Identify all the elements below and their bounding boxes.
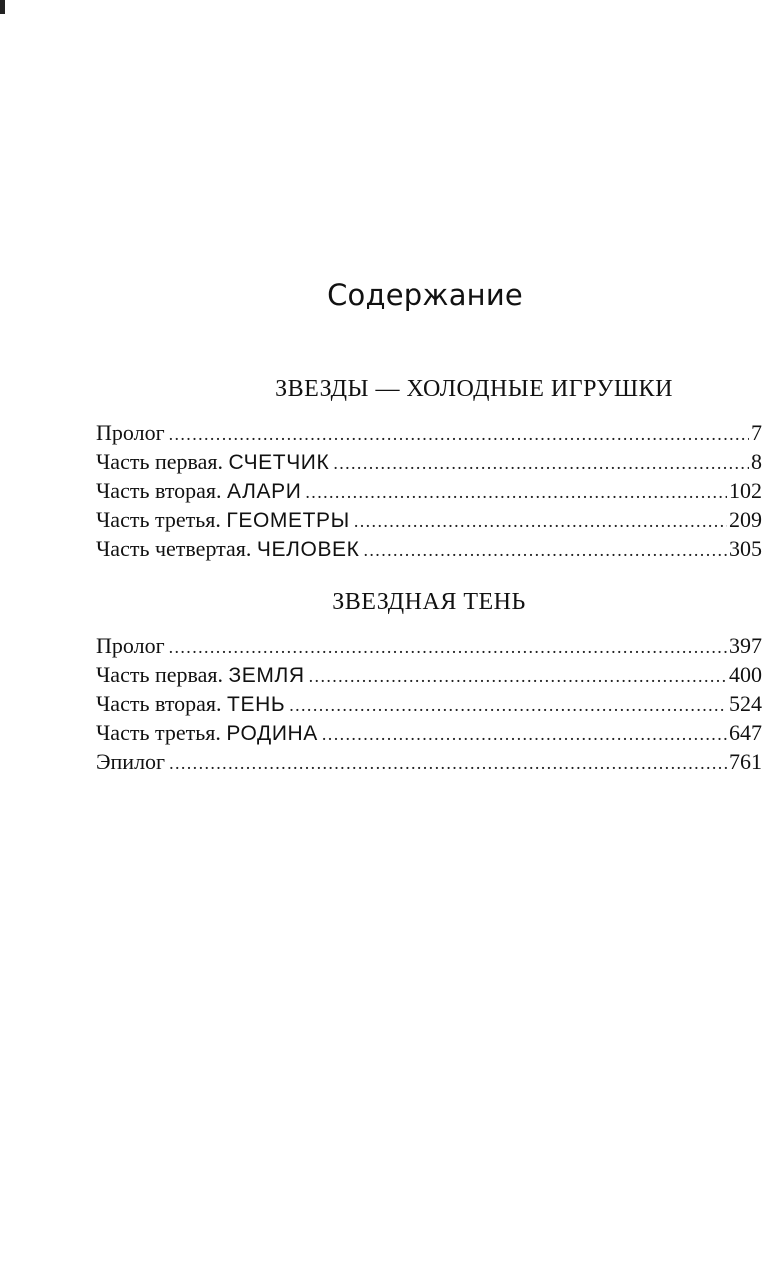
toc-entry	[96, 718, 762, 747]
entry-part: Эпилог	[96, 749, 166, 774]
entry-page-number: 397	[729, 633, 762, 658]
dot-leader	[169, 420, 749, 449]
dot-leader	[364, 536, 728, 565]
dot-leader	[169, 749, 727, 778]
toc-entry-list	[96, 418, 762, 563]
entry-page-number: 647	[729, 720, 762, 745]
dot-leader	[309, 662, 727, 691]
toc-section-star-shadow	[96, 585, 762, 776]
entry-part: Часть вторая.	[96, 478, 228, 503]
dot-leader	[322, 720, 727, 749]
entry-name: ГЕОМЕТРЫ	[226, 509, 350, 532]
entry-part: Пролог	[96, 633, 165, 658]
entry-label	[96, 631, 165, 661]
entry-name: СЧЕТЧИК	[228, 451, 330, 474]
dot-leader	[305, 478, 727, 507]
entry-label	[96, 447, 329, 477]
entry-label	[96, 534, 360, 564]
entry-label	[96, 476, 301, 506]
entry-part: Часть третья.	[96, 507, 227, 532]
entry-part: Пролог	[96, 420, 165, 445]
dot-leader	[289, 691, 727, 720]
toc-entry	[96, 689, 762, 718]
entry-label	[96, 418, 165, 448]
entry-page-number: 7	[751, 420, 762, 445]
entry-page-number: 209	[729, 507, 762, 532]
section-title: ЗВЕЗДЫ — ХОЛОДНЫЕ ИГРУШКИ	[275, 376, 673, 402]
toc-entry	[96, 631, 762, 660]
dot-leader	[169, 633, 727, 662]
entry-part: Часть первая.	[96, 662, 229, 687]
entry-name: ТЕНЬ	[227, 693, 286, 716]
entry-name: АЛАРИ	[227, 480, 302, 503]
entry-label	[96, 505, 350, 535]
toc-entry	[96, 505, 762, 534]
entry-label	[96, 689, 285, 719]
toc-title: Содержание	[327, 278, 523, 312]
entry-page-number: 305	[729, 536, 762, 561]
entry-name: РОДИНА	[226, 722, 318, 745]
entry-page-number: 8	[751, 449, 762, 474]
dot-leader	[333, 449, 749, 478]
entry-page-number: 524	[729, 691, 762, 716]
entry-label	[96, 718, 318, 748]
toc-entry	[96, 747, 762, 776]
section-title: ЗВЕЗДНАЯ ТЕНЬ	[332, 589, 526, 615]
entry-part: Часть вторая.	[96, 691, 228, 716]
toc-entry	[96, 447, 762, 476]
entry-page-number: 400	[729, 662, 762, 687]
toc-section-stars-cold-toys	[96, 372, 762, 563]
entry-name: ЧЕЛОВЕК	[256, 538, 360, 561]
toc-entry	[96, 418, 762, 447]
toc-entry	[96, 660, 762, 689]
toc-entry	[96, 476, 762, 505]
entry-page-number: 102	[729, 478, 762, 503]
page-corner-mark	[0, 0, 5, 14]
entry-part: Часть первая.	[96, 449, 229, 474]
entry-part: Часть третья.	[96, 720, 227, 745]
entry-label	[96, 660, 305, 690]
dot-leader	[354, 507, 727, 536]
toc-entry	[96, 534, 762, 563]
entry-page-number: 761	[729, 749, 762, 774]
entry-name: ЗЕМЛЯ	[228, 664, 305, 687]
toc-entry-list	[96, 631, 762, 776]
entry-part: Часть четвертая.	[96, 536, 257, 561]
entry-label	[96, 747, 165, 777]
